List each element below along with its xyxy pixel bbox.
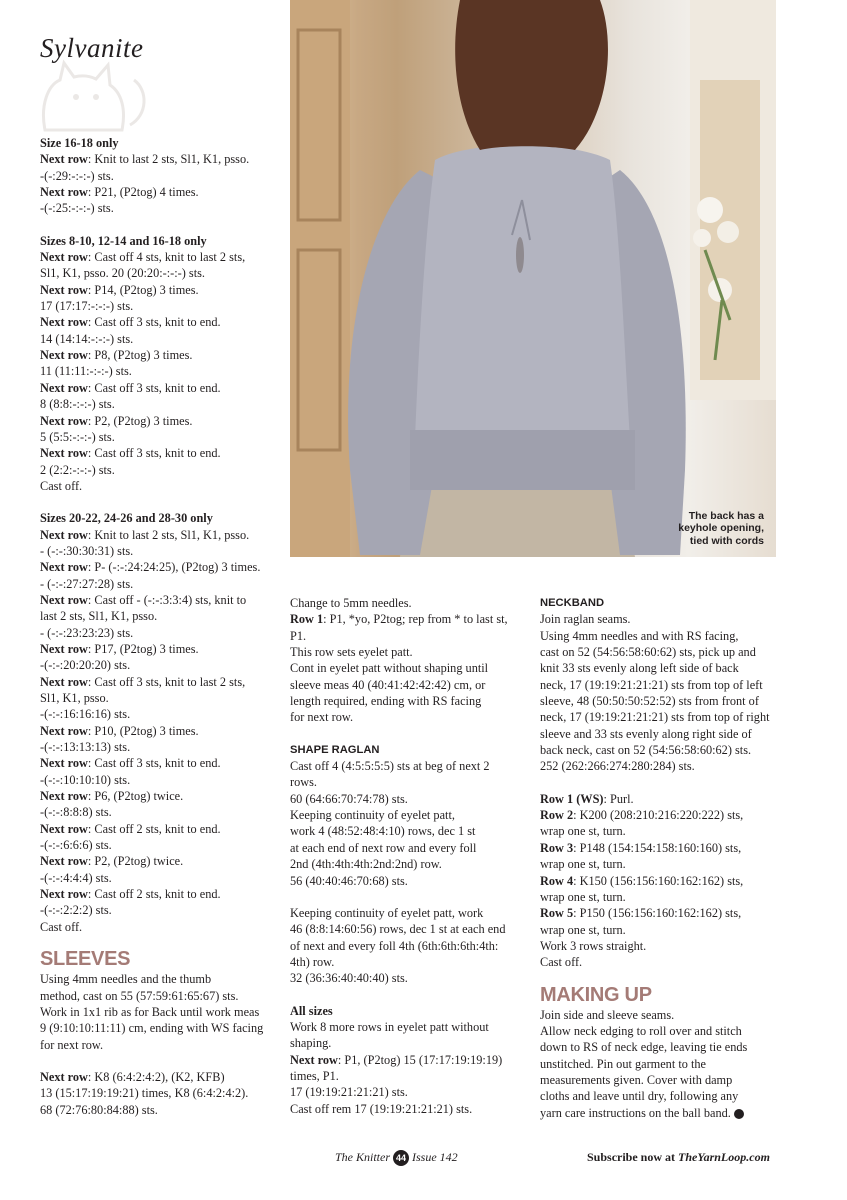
instruction-text: : K8 (6:4:2:4:2), (K2, KFB) [87, 1069, 225, 1084]
subsection-heading: SHAPE RAGLAN [290, 743, 380, 756]
size-heading: Sizes 20-22, 24-26 and 28-30 only [40, 511, 213, 526]
instruction-text: Using 4mm needles and the thumb [40, 972, 212, 987]
instruction-line [40, 755, 276, 771]
size-heading: Sizes 8-10, 12-14 and 16-18 only [40, 233, 207, 248]
spacer [40, 217, 276, 233]
photo-caption [678, 510, 764, 548]
instruction-line [540, 1007, 775, 1023]
instruction-line [40, 788, 276, 804]
instruction-text: for next row. [290, 710, 354, 725]
instruction-line [290, 1052, 518, 1068]
instruction-line [40, 135, 276, 151]
spacer [40, 1053, 276, 1069]
instruction-line [40, 723, 276, 739]
instruction-text: -(-:-:10:10:10) sts. [40, 772, 131, 787]
instruction-line [40, 265, 276, 281]
instruction-line [540, 856, 775, 872]
size-heading: Size 16-18 only [40, 136, 119, 150]
instruction-text: : Cast off 3 sts, knit to end. [87, 380, 221, 395]
instruction-text: -(-:-:6:6:6) sts. [40, 838, 112, 853]
instruction-line [290, 807, 518, 823]
instruction-text: Work 8 more rows in eyelet patt without [290, 1019, 489, 1034]
instruction-text: sleeve, 48 (50:50:50:52:52) sts from front of [540, 694, 759, 709]
row-label: Next row [40, 348, 88, 363]
row-label: Next row [40, 723, 88, 738]
instruction-line [40, 347, 276, 363]
spacer [290, 889, 518, 905]
instruction-line [40, 510, 276, 526]
row-label: Next row [40, 413, 88, 428]
instruction-line [540, 1023, 775, 1039]
row-label: Next row [40, 854, 88, 869]
instruction-text: : P10, (P2tog) 3 times. [87, 723, 199, 738]
end-mark-icon [734, 1109, 744, 1119]
instruction-text: Cast off. [540, 955, 583, 970]
row-label: Row 3 [540, 840, 574, 855]
issue-number: Issue 142 [412, 1150, 458, 1164]
instruction-line [540, 1056, 775, 1072]
instruction-text: 2 (2:2:-:-:-) sts. [40, 462, 115, 477]
instruction-line [290, 758, 518, 774]
instruction-line [40, 151, 276, 167]
instruction-text: : Cast off 4 sts, knit to last 2 sts, [87, 250, 246, 265]
row-label: Next row [40, 152, 88, 167]
instruction-text: neck, 17 (19:19:21:21:21) sts from top of left [540, 677, 763, 692]
instruction-line [40, 1004, 276, 1020]
instruction-text: Sl1, K1, psso. [40, 691, 109, 705]
instruction-line [40, 971, 276, 987]
instruction-text: : Knit to last 2 sts, Sl1, K1, psso. [87, 152, 250, 167]
instruction-text: 8 (8:8:-:-:-) sts. [40, 397, 115, 412]
instruction-line [40, 690, 276, 706]
instruction-text: Work in 1x1 rib as for Back until work meas [40, 1004, 260, 1019]
instruction-line [540, 758, 775, 774]
instruction-line [40, 168, 276, 184]
instruction-line [540, 1039, 775, 1055]
row-label: Next row [40, 887, 88, 902]
instruction-line [40, 543, 276, 559]
instruction-line [290, 644, 518, 660]
instruction-text: work 4 (48:52:48:4:10) rows, dec 1 st [290, 824, 476, 839]
instruction-text: - (-:-:30:30:31) sts. [40, 543, 134, 558]
instruction-line [290, 660, 518, 676]
instruction-line [40, 592, 276, 608]
instruction-line [40, 625, 276, 641]
instruction-text: : Purl. [603, 791, 634, 806]
instruction-line [290, 873, 518, 889]
instruction-line [540, 938, 775, 954]
instruction-text: : K150 (156:156:160:162:162) sts, [573, 873, 744, 888]
instruction-text: of next and every foll 4th (6th:6th:6th:4th: [290, 938, 499, 953]
instruction-line [40, 1102, 276, 1118]
caption-line: The back has a [688, 509, 764, 522]
instruction-text: neck, 17 (19:19:21:21:21) sts from top of right [540, 710, 770, 725]
instruction-text: Cast off. [40, 919, 83, 934]
instruction-line [40, 1020, 276, 1036]
spacer [290, 987, 518, 1003]
footer-subscribe [587, 1150, 770, 1165]
instruction-text: 5 (5:5:-:-:-) sts. [40, 429, 115, 444]
instruction-text: 17 (17:17:-:-:-) sts. [40, 299, 134, 314]
instruction-line [540, 1072, 775, 1088]
instruction-text: Sl1, K1, psso. 20 (20:20:-:-:-) sts. [40, 266, 205, 281]
instruction-text: : P148 (154:154:158:160:160) sts, [573, 840, 742, 855]
model-photo [290, 0, 776, 557]
row-label: Next row [40, 527, 88, 542]
instruction-text: at each end of next row and every foll [290, 840, 477, 855]
instruction-text: for next row. [40, 1037, 104, 1052]
instruction-line [40, 462, 276, 478]
subscribe-link[interactable]: TheYarnLoop.com [678, 1150, 770, 1164]
instruction-text: 14 (14:14:-:-:-) sts. [40, 331, 134, 346]
instruction-text: Cont in eyelet patt without shaping until [290, 661, 489, 676]
instruction-text: yarn care instructions on the ball band. [540, 1105, 731, 1120]
instruction-line [40, 249, 276, 265]
instruction-line [40, 837, 276, 853]
row-label: Next row [290, 1052, 338, 1067]
row-label: Row 1 [290, 612, 324, 627]
row-label: Row 4 [540, 873, 574, 888]
instruction-text: Keeping continuity of eyelet patt, [290, 808, 455, 823]
page-number: 44 [393, 1150, 409, 1166]
instruction-line [290, 938, 518, 954]
instruction-text: -(-:-:4:4:4) sts. [40, 870, 112, 885]
instruction-text: This row sets eyelet patt. [290, 645, 413, 660]
instruction-line [40, 1069, 276, 1085]
instruction-text: shaping. [290, 1036, 332, 1051]
instruction-text: : Cast off 3 sts, knit to end. [87, 446, 221, 461]
instruction-line [40, 445, 276, 461]
caption-line: keyhole opening, [678, 522, 764, 534]
instruction-text: : P8, (P2tog) 3 times. [87, 348, 193, 363]
instruction-line [540, 644, 775, 660]
instruction-text: -(-:29:-:-:-) sts. [40, 168, 114, 183]
instruction-line [40, 706, 276, 722]
instruction-text: : Cast off 2 sts, knit to end. [87, 821, 221, 836]
spacer [40, 935, 276, 947]
instruction-line [40, 380, 276, 396]
spacer [290, 726, 518, 742]
instruction-line [540, 611, 775, 627]
instruction-text: down to RS of neck edge, leaving tie ends [540, 1040, 748, 1055]
instruction-text: : P21, (P2tog) 4 times. [87, 185, 199, 200]
instruction-line [290, 791, 518, 807]
instruction-text: cloths and leave until dry, following any [540, 1089, 739, 1104]
sweater-back-illustration [290, 0, 776, 557]
instruction-line [290, 970, 518, 986]
instruction-line [40, 363, 276, 379]
instruction-line [40, 853, 276, 869]
instruction-text: 60 (64:66:70:74:78) sts. [290, 791, 408, 806]
instruction-line [40, 527, 276, 543]
spacer [540, 971, 775, 983]
instruction-text: : Cast off 3 sts, knit to end. [87, 315, 221, 330]
subscribe-text: Subscribe now at [587, 1150, 679, 1164]
row-label: Next row [40, 674, 88, 689]
row-label: Next row [40, 592, 88, 607]
caption-line: tied with cords [689, 534, 764, 547]
row-label: Next row [40, 1069, 88, 1084]
instruction-line [540, 823, 775, 839]
instruction-text: wrap one st, turn. [540, 857, 626, 872]
magazine-name: The Knitter [335, 1150, 391, 1164]
instruction-line [40, 413, 276, 429]
instruction-line [290, 628, 518, 644]
instruction-line [40, 331, 276, 347]
instruction-line [40, 233, 276, 249]
instruction-line [40, 1085, 276, 1101]
instruction-line [40, 739, 276, 755]
instruction-text: 9 (9:10:10:11:11) cm, ending with WS facing [40, 1021, 264, 1036]
row-label: Next row [40, 789, 88, 804]
instruction-line [540, 922, 775, 938]
instruction-line [40, 988, 276, 1004]
instruction-line [40, 902, 276, 918]
spacer [40, 494, 276, 510]
instruction-line [40, 919, 276, 935]
instruction-line [40, 184, 276, 200]
instruction-line [540, 889, 775, 905]
instruction-line [40, 608, 276, 624]
instruction-line [290, 823, 518, 839]
instruction-text: - (-:-:27:27:28) sts. [40, 576, 134, 591]
instruction-line [40, 821, 276, 837]
instruction-line [40, 804, 276, 820]
instruction-line [290, 1003, 518, 1019]
instruction-line [290, 1101, 518, 1117]
instruction-line [40, 559, 276, 575]
instruction-text: -(-:-:13:13:13) sts. [40, 740, 131, 755]
instruction-text: last 2 sts, Sl1, K1, psso. [40, 609, 158, 624]
instruction-line [40, 641, 276, 657]
instruction-text: rows. [290, 775, 317, 790]
instruction-line [40, 396, 276, 412]
instruction-line [290, 611, 518, 627]
instruction-text: 46 (8:8:14:60:56) rows, dec 1 st at each end [290, 922, 506, 937]
pattern-column-3 [540, 595, 775, 1121]
instruction-text: : P1, *yo, P2tog; rep from * to last st, [323, 612, 508, 627]
instruction-text: : P17, (P2tog) 3 times. [87, 641, 199, 656]
row-label: Next row [40, 756, 88, 771]
instruction-text: : Cast off - (-:-:3:3:4) sts, knit to [87, 592, 247, 607]
instruction-line [290, 1084, 518, 1100]
row-label: Next row [40, 446, 88, 461]
instruction-text: Allow neck edging to roll over and stitch [540, 1023, 742, 1038]
instruction-line [40, 314, 276, 330]
section-heading: SLEEVES [40, 948, 131, 971]
row-label: Next row [40, 641, 88, 656]
instruction-line [290, 677, 518, 693]
spacer [540, 775, 775, 791]
footer-magazine [335, 1150, 458, 1166]
instruction-text: back neck, cast on 52 (54:56:58:60:62) sts. [540, 743, 752, 758]
instruction-line [540, 726, 775, 742]
instruction-line [40, 298, 276, 314]
instruction-line [290, 840, 518, 856]
row-label: Next row [40, 315, 88, 330]
instruction-line [290, 921, 518, 937]
instruction-text: sleeve meas 40 (40:41:42:42:42) cm, or [290, 677, 486, 692]
size-heading: All sizes [290, 1003, 333, 1018]
instruction-line [290, 709, 518, 725]
row-label: Next row [40, 250, 88, 265]
instruction-line [290, 905, 518, 921]
subsection-heading: NECKBAND [540, 597, 605, 609]
row-label: Row 1 (WS) [540, 791, 604, 806]
instruction-text: 17 (19:19:21:21:21) sts. [290, 1085, 408, 1100]
instruction-line [540, 1105, 775, 1121]
instruction-text: 32 (36:36:40:40:40) sts. [290, 971, 408, 986]
instruction-text: : Cast off 2 sts, knit to end. [87, 887, 221, 902]
instruction-text: Keeping continuity of eyelet patt, work [290, 905, 484, 920]
instruction-text: Cast off. [40, 478, 83, 493]
instruction-text: 68 (72:76:80:84:88) sts. [40, 1102, 158, 1117]
instruction-text: method, cast on 55 (57:59:61:65:67) sts. [40, 988, 239, 1003]
instruction-line [290, 1019, 518, 1035]
instruction-line [540, 742, 775, 758]
row-label: Next row [40, 560, 88, 575]
instruction-text: : P2, (P2tog) 3 times. [87, 413, 193, 428]
instruction-text: Join side and sleeve seams. [540, 1007, 675, 1022]
instruction-line [290, 954, 518, 970]
instruction-line [540, 954, 775, 970]
instruction-line [40, 478, 276, 494]
instruction-text: wrap one st, turn. [540, 889, 626, 904]
instruction-text: -(-:-:20:20:20) sts. [40, 658, 131, 673]
instruction-text: 13 (15:17:19:19:21) times, K8 (6:4:2:4:2). [40, 1086, 249, 1101]
instruction-line [540, 628, 775, 644]
instruction-text: wrap one st, turn. [540, 922, 626, 937]
section-heading: MAKING UP [540, 983, 652, 1006]
row-label: Next row [40, 821, 88, 836]
instruction-text: : Cast off 3 sts, knit to last 2 sts, [87, 674, 246, 689]
instruction-text: Work 3 rows straight. [540, 938, 647, 953]
instruction-text: 11 (11:11:-:-:-) sts. [40, 364, 132, 379]
instruction-text: sleeve and 33 sts evenly along right side of [540, 726, 752, 741]
instruction-line [40, 576, 276, 592]
row-label: Next row [40, 380, 88, 395]
instruction-text: Cast off rem 17 (19:19:21:21:21) sts. [290, 1101, 473, 1116]
instruction-text: -(-:25:-:-:-) sts. [40, 201, 114, 216]
instruction-line [290, 595, 518, 611]
instruction-text: 4th) row. [290, 954, 335, 969]
instruction-text: : P14, (P2tog) 3 times. [87, 282, 199, 297]
row-label: Row 2 [540, 808, 574, 823]
instruction-text: : P150 (156:156:160:162:162) sts, [573, 906, 742, 921]
instruction-line [40, 772, 276, 788]
instruction-text: P1. [290, 628, 307, 643]
instruction-text: : Knit to last 2 sts, Sl1, K1, psso. [87, 527, 250, 542]
pattern-column-1 [40, 135, 276, 1118]
instruction-line [540, 709, 775, 725]
instruction-text: Change to 5mm needles. [290, 596, 412, 610]
instruction-line [540, 693, 775, 709]
instruction-text: : P6, (P2tog) twice. [87, 789, 184, 804]
instruction-line [290, 1035, 518, 1051]
instruction-text: knit 33 sts evenly along left side of back [540, 661, 739, 676]
pattern-title: Sylvanite [40, 33, 144, 63]
instruction-line [540, 807, 775, 823]
instruction-text: - (-:-:23:23:23) sts. [40, 625, 134, 640]
instruction-line [40, 657, 276, 673]
instruction-line [540, 660, 775, 676]
instruction-line [40, 1037, 276, 1053]
row-label: Next row [40, 282, 88, 297]
instruction-text: unstitched. Pin out garment to the [540, 1056, 706, 1071]
instruction-text: length required, ending with RS facing [290, 694, 482, 709]
instruction-text: cast on 52 (54:56:58:60:62) sts, pick up and [540, 645, 756, 660]
instruction-line [540, 677, 775, 693]
cat-logo-icon [30, 55, 150, 135]
instruction-line [290, 856, 518, 872]
instruction-text: Join raglan seams. [540, 612, 631, 627]
instruction-text: 2nd (4th:4th:4th:2nd:2nd) row. [290, 857, 442, 872]
instruction-line [290, 774, 518, 790]
instruction-line [290, 1068, 518, 1084]
instruction-text: Using 4mm needles and with RS facing, [540, 628, 739, 643]
instruction-line [540, 905, 775, 921]
instruction-text: : Cast off 3 sts, knit to end. [87, 756, 221, 771]
instruction-line [540, 840, 775, 856]
instruction-line [40, 886, 276, 902]
instruction-text: -(-:-:2:2:2) sts. [40, 903, 112, 918]
instruction-text: wrap one st, turn. [540, 824, 626, 839]
instruction-line [290, 693, 518, 709]
instruction-text: : P1, (P2tog) 15 (17:17:19:19:19) [337, 1052, 503, 1067]
instruction-line [540, 791, 775, 807]
instruction-line [40, 282, 276, 298]
instruction-text: : P- (-:-:24:24:25), (P2tog) 3 times. [87, 560, 261, 575]
instruction-line [540, 873, 775, 889]
instruction-text: 252 (262:266:274:280:284) sts. [540, 759, 695, 774]
instruction-text: -(-:-:16:16:16) sts. [40, 707, 131, 722]
instruction-line [40, 674, 276, 690]
instruction-line [40, 870, 276, 886]
instruction-line [540, 1088, 775, 1104]
row-label: Row 5 [540, 906, 574, 921]
instruction-line [40, 429, 276, 445]
instruction-text: 56 (40:40:46:70:68) sts. [290, 873, 408, 888]
instruction-text: : K200 (208:210:216:220:222) sts, [573, 808, 744, 823]
pattern-column-2 [290, 595, 518, 1117]
instruction-line [40, 200, 276, 216]
instruction-text: : P2, (P2tog) twice. [87, 854, 184, 869]
instruction-text: times, P1. [290, 1068, 339, 1083]
instruction-text: measurements given. Cover with damp [540, 1072, 733, 1087]
row-label: Next row [40, 185, 88, 200]
instruction-text: -(-:-:8:8:8) sts. [40, 805, 112, 820]
instruction-text: Cast off 4 (4:5:5:5:5) sts at beg of next 2 [290, 759, 490, 774]
